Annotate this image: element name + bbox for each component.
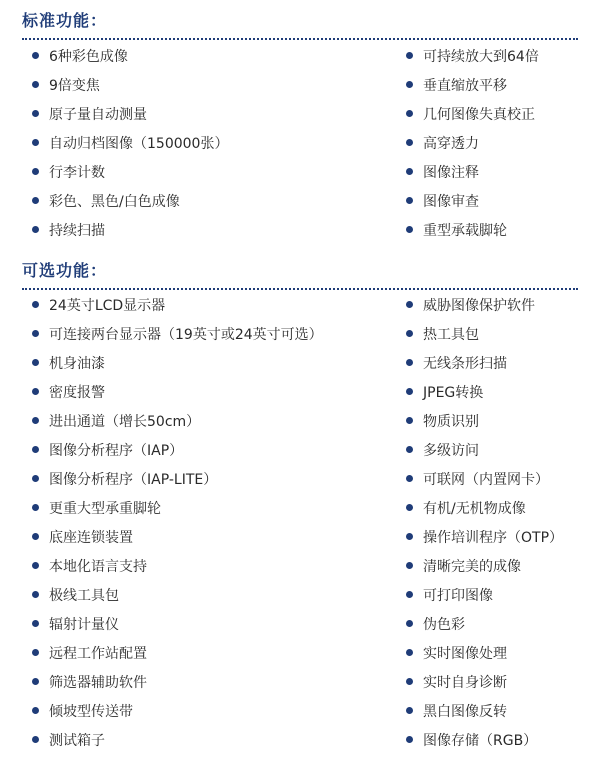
feature-item xyxy=(406,522,596,551)
feature-label: 倾坡型传送带 xyxy=(49,703,133,720)
bullet-icon xyxy=(406,52,413,59)
feature-item xyxy=(32,696,382,725)
feature-label: 可打印图像 xyxy=(423,587,493,604)
standard-section-title: 标准功能： xyxy=(22,11,108,30)
feature-item xyxy=(406,464,596,493)
feature-item xyxy=(32,128,382,157)
feature-item xyxy=(406,435,596,464)
bullet-icon xyxy=(406,678,413,685)
bullet-icon xyxy=(406,388,413,395)
bullet-icon xyxy=(32,678,39,685)
feature-item xyxy=(32,667,382,696)
feature-label: 更重大型承重脚轮 xyxy=(49,500,161,517)
feature-item xyxy=(32,638,382,667)
bullet-icon xyxy=(406,197,413,204)
bullet-icon xyxy=(406,562,413,569)
bullet-icon xyxy=(406,649,413,656)
optional-features-left-column xyxy=(32,290,382,754)
feature-item xyxy=(406,290,596,319)
bullet-icon xyxy=(406,110,413,117)
feature-label: 几何图像失真校正 xyxy=(423,106,535,123)
bullet-icon xyxy=(32,707,39,714)
bullet-icon xyxy=(32,301,39,308)
bullet-icon xyxy=(32,736,39,743)
bullet-icon xyxy=(32,620,39,627)
bullet-icon xyxy=(406,301,413,308)
feature-label: 垂直缩放平移 xyxy=(423,77,507,94)
feature-label: 图像分析程序（IAP-LITE） xyxy=(49,471,218,488)
feature-item xyxy=(406,609,596,638)
bullet-icon xyxy=(406,330,413,337)
feature-label: 威胁图像保护软件 xyxy=(423,297,535,314)
feature-label: 清晰完美的成像 xyxy=(423,558,521,575)
feature-item xyxy=(32,725,382,754)
bullet-icon xyxy=(32,417,39,424)
feature-label: 密度报警 xyxy=(49,384,105,401)
feature-item xyxy=(406,157,596,186)
bullet-icon xyxy=(406,446,413,453)
feature-item xyxy=(406,377,596,406)
bullet-icon xyxy=(32,504,39,511)
feature-label: 实时自身诊断 xyxy=(423,674,507,691)
bullet-icon xyxy=(32,475,39,482)
bullet-icon xyxy=(32,81,39,88)
feature-item xyxy=(32,493,382,522)
bullet-icon xyxy=(406,707,413,714)
bullet-icon xyxy=(32,649,39,656)
feature-item xyxy=(406,70,596,99)
bullet-icon xyxy=(32,139,39,146)
feature-item xyxy=(406,319,596,348)
feature-label: 重型承载脚轮 xyxy=(423,222,507,239)
feature-item xyxy=(406,725,596,754)
feature-item xyxy=(406,580,596,609)
feature-label: 进出通道（增长50cm） xyxy=(49,413,201,430)
bullet-icon xyxy=(406,359,413,366)
feature-item xyxy=(32,99,382,128)
bullet-icon xyxy=(32,110,39,117)
feature-label: 彩色、黑色/白色成像 xyxy=(49,193,180,210)
feature-label: 测试箱子 xyxy=(49,732,105,749)
feature-item xyxy=(406,41,596,70)
feature-item xyxy=(406,493,596,522)
feature-label: 机身油漆 xyxy=(49,355,105,372)
feature-label: 图像审查 xyxy=(423,193,479,210)
feature-label: 持续扫描 xyxy=(49,222,105,239)
bullet-icon xyxy=(32,446,39,453)
bullet-icon xyxy=(406,533,413,540)
feature-label: 图像分析程序（IAP） xyxy=(49,442,184,459)
feature-label: 黑白图像反转 xyxy=(423,703,507,720)
feature-label: 9倍变焦 xyxy=(49,77,100,94)
feature-label: 6种彩色成像 xyxy=(49,48,128,65)
feature-label: 远程工作站配置 xyxy=(49,645,147,662)
feature-item xyxy=(32,70,382,99)
feature-label: 自动归档图像（150000张） xyxy=(49,135,229,152)
optional-features-right-column xyxy=(406,290,596,754)
bullet-icon xyxy=(32,330,39,337)
feature-label: 图像注释 xyxy=(423,164,479,181)
bullet-icon xyxy=(406,620,413,627)
bullet-icon xyxy=(32,388,39,395)
feature-item xyxy=(32,609,382,638)
feature-item xyxy=(406,638,596,667)
bullet-icon xyxy=(32,533,39,540)
bullet-icon xyxy=(32,591,39,598)
bullet-icon xyxy=(406,736,413,743)
bullet-icon xyxy=(406,168,413,175)
feature-item xyxy=(32,406,382,435)
bullet-icon xyxy=(32,359,39,366)
feature-label: 物质识别 xyxy=(423,413,479,430)
bullet-icon xyxy=(406,475,413,482)
feature-item xyxy=(406,186,596,215)
feature-item xyxy=(32,464,382,493)
bullet-icon xyxy=(32,562,39,569)
feature-item xyxy=(32,348,382,377)
feature-label: 可连接两台显示器（19英寸或24英寸可选） xyxy=(49,326,323,343)
bullet-icon xyxy=(406,591,413,598)
feature-item xyxy=(406,348,596,377)
standard-features-left-column xyxy=(32,41,382,244)
feature-label: 本地化语言支持 xyxy=(49,558,147,575)
feature-label: 有机/无机物成像 xyxy=(423,500,526,517)
feature-item xyxy=(32,435,382,464)
feature-label: 图像存储（RGB） xyxy=(423,732,538,749)
feature-label: JPEG转换 xyxy=(423,384,484,401)
feature-item xyxy=(32,522,382,551)
bullet-icon xyxy=(406,417,413,424)
feature-item xyxy=(32,41,382,70)
feature-item xyxy=(406,128,596,157)
feature-item xyxy=(406,551,596,580)
feature-label: 底座连锁装置 xyxy=(49,529,133,546)
feature-item xyxy=(32,157,382,186)
feature-label: 极线工具包 xyxy=(49,587,119,604)
optional-section-title: 可选功能： xyxy=(22,261,108,280)
bullet-icon xyxy=(406,504,413,511)
feature-item xyxy=(406,696,596,725)
feature-item xyxy=(32,580,382,609)
feature-item xyxy=(32,319,382,348)
feature-label: 原子量自动测量 xyxy=(49,106,147,123)
feature-label: 可联网（内置网卡） xyxy=(423,471,549,488)
feature-label: 辐射计量仪 xyxy=(49,616,119,633)
bullet-icon xyxy=(406,226,413,233)
feature-item xyxy=(32,215,382,244)
bullet-icon xyxy=(32,226,39,233)
feature-label: 筛选器辅助软件 xyxy=(49,674,147,691)
feature-item xyxy=(406,99,596,128)
feature-item xyxy=(32,377,382,406)
standard-divider xyxy=(22,38,578,40)
feature-label: 伪色彩 xyxy=(423,616,465,633)
feature-label: 24英寸LCD显示器 xyxy=(49,297,166,314)
feature-label: 行李计数 xyxy=(49,164,105,181)
feature-item xyxy=(32,551,382,580)
feature-label: 可持续放大到64倍 xyxy=(423,48,539,65)
standard-features-right-column xyxy=(406,41,596,244)
feature-label: 高穿透力 xyxy=(423,135,479,152)
bullet-icon xyxy=(32,197,39,204)
feature-item xyxy=(406,667,596,696)
feature-label: 多级访问 xyxy=(423,442,479,459)
bullet-icon xyxy=(32,52,39,59)
feature-label: 实时图像处理 xyxy=(423,645,507,662)
feature-label: 无线条形扫描 xyxy=(423,355,507,372)
feature-label: 操作培训程序（OTP） xyxy=(423,529,564,546)
feature-item xyxy=(32,186,382,215)
feature-item xyxy=(406,215,596,244)
bullet-icon xyxy=(406,139,413,146)
bullet-icon xyxy=(406,81,413,88)
bullet-icon xyxy=(32,168,39,175)
feature-label: 热工具包 xyxy=(423,326,479,343)
feature-item xyxy=(406,406,596,435)
feature-item xyxy=(32,290,382,319)
